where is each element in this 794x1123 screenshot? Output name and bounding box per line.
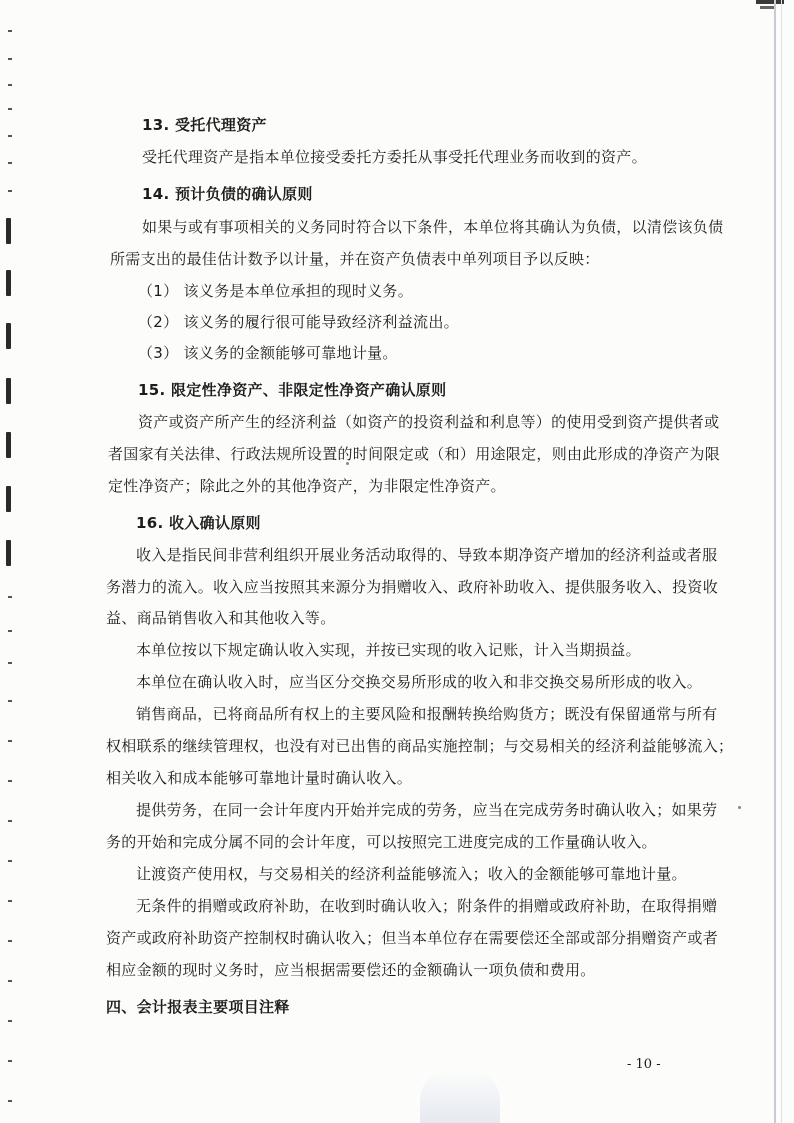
binding-hole: [6, 486, 11, 512]
binding-tick: [8, 58, 12, 60]
binding-tick: [8, 780, 12, 782]
list-item: （3） 该义务的金额能够可靠地计量。: [138, 344, 398, 362]
list-item: （2） 该义务的履行很可能导致经济利益流出。: [138, 313, 459, 331]
scan-right-edge: [774, 0, 776, 1123]
scan-speck: [738, 806, 741, 809]
binding-tick: [8, 1100, 12, 1102]
paragraph-line: 资产或资产所产生的经济利益（如资产的投资利益和利息等）的使用受到资产提供者或: [138, 413, 720, 431]
section-heading-13: 13. 受托代理资产: [142, 116, 267, 134]
paragraph-line: 让渡资产使用权，与交易相关的经济利益能够流入；收入的金额能够可靠地计量。: [136, 865, 687, 883]
binding-tick: [8, 30, 12, 32]
binding-hole: [6, 378, 11, 404]
paragraph-line: 资产或政府补助资产控制权时确认收入；但当本单位存在需要偿还全部或部分捐赠资产或者: [106, 929, 719, 947]
paragraph-line: 无条件的捐赠或政府补助，在收到时确认收入；附条件的捐赠或政府补助，在取得捐赠: [136, 897, 718, 915]
paragraph-line: 如果与或有事项相关的义务同时符合以下条件，本单位将其确认为负债，以清偿该负债: [142, 218, 724, 236]
paragraph-line: 本单位在确认收入时，应当区分交换交易所形成的收入和非交换交易所形成的收入。: [136, 673, 703, 691]
paragraph-line: 本单位按以下规定确认收入实现，并按已实现的收入记账，计入当期损益。: [136, 641, 641, 659]
binding-tick: [8, 860, 12, 862]
paragraph-line: 务潜力的流入。收入应当按照其来源分为捐赠收入、政府补助收入、提供服务收入、投资收: [106, 578, 719, 596]
section-heading-15: 15. 限定性净资产、非限定性净资产确认原则: [138, 381, 447, 399]
binding-tick: [8, 630, 12, 632]
binding-tick: [8, 1060, 12, 1062]
paragraph-line: 定性净资产；除此之外的其他净资产，为非限定性净资产。: [108, 477, 506, 495]
binding-tick: [8, 162, 12, 164]
paragraph-line: 相关收入和成本能够可靠地计量时确认收入。: [106, 769, 413, 787]
binding-tick: [8, 900, 12, 902]
binding-tick: [8, 135, 12, 137]
chapter-heading: 四、会计报表主要项目注释: [106, 998, 290, 1016]
paragraph-line: 销售商品，已将商品所有权上的主要风险和报酬转换给购货方；既没有保留通常与所有: [136, 705, 718, 723]
binding-tick: [8, 700, 12, 702]
binding-hole: [6, 540, 11, 566]
paragraph-line: 权相联系的继续管理权，也没有对已出售的商品实施控制；与交易相关的经济利益能够流入；: [106, 737, 734, 755]
binding-tick: [8, 940, 12, 942]
paragraph-line: 相应金额的现时义务时，应当根据需要偿还的金额确认一项负债和费用。: [106, 961, 596, 979]
binding-tick: [8, 980, 12, 982]
binding-hole: [6, 323, 11, 349]
binding-tick: [8, 820, 12, 822]
scan-edge-mark: [760, 6, 774, 9]
section-heading-14: 14. 预计负债的确认原则: [142, 185, 313, 203]
section-heading-16: 16. 收入确认原则: [136, 514, 261, 532]
paragraph-line: 受托代理资产是指本单位接受委托方委托从事受托代理业务而收到的资产。: [142, 148, 647, 166]
binding-tick: [8, 740, 12, 742]
paragraph-line: 务的开始和完成分属不同的会计年度，可以按照完工进度完成的工作量确认收入。: [106, 833, 657, 851]
paragraph-line: 者国家有关法律、行政法规所设置的时间限定或（和）用途限定，则由此形成的净资产为限: [108, 445, 721, 463]
paragraph-line: 收入是指民间非营利组织开展业务活动取得的、导致本期净资产增加的经济利益或者服: [136, 546, 718, 564]
binding-tick: [8, 84, 12, 86]
scan-shadow: [420, 1070, 500, 1123]
binding-tick: [8, 596, 12, 598]
binding-tick: [8, 662, 12, 664]
page-number: - 10 -: [627, 1057, 661, 1072]
binding-tick: [8, 1020, 12, 1022]
scan-right-edge: [781, 0, 782, 1123]
list-item: （1） 该义务是本单位承担的现时义务。: [138, 282, 414, 300]
paragraph-line: 所需支出的最佳估计数予以计量，并在资产负债表中单列项目予以反映：: [110, 250, 600, 268]
binding-tick: [8, 190, 12, 192]
binding-hole: [6, 432, 11, 458]
binding-tick: [8, 108, 12, 110]
paragraph-line: 提供劳务，在同一会计年度内开始并完成的劳务，应当在完成劳务时确认收入；如果劳: [136, 801, 718, 819]
paragraph-line: 益、商品销售收入和其他收入等。: [106, 609, 336, 627]
scan-edge-mark: [756, 0, 784, 4]
binding-hole: [6, 218, 11, 244]
binding-hole: [6, 270, 11, 296]
